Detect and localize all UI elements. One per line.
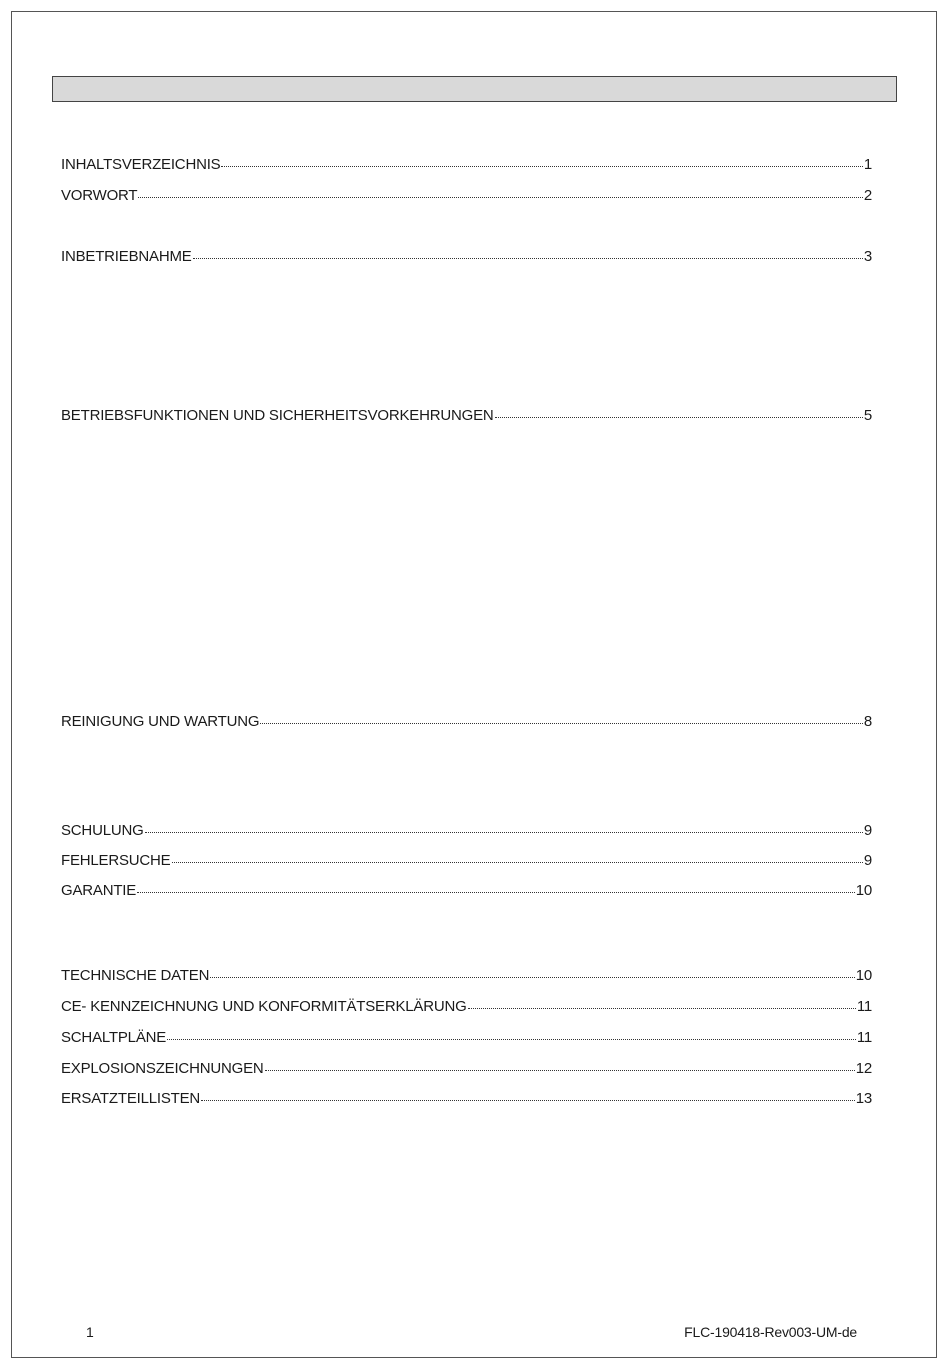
toc-entry-title: TECHNISCHE DATEN: [61, 967, 210, 984]
toc-entry-title: BETRIEBSFUNKTIONEN UND SICHERHEITSVORKEHRUNGEN: [61, 407, 494, 424]
toc-dot-leader: [137, 881, 855, 895]
toc-entry-title: FEHLERSUCHE: [61, 852, 171, 869]
toc-entry-page: 12: [855, 1060, 872, 1077]
toc-entry-page: 9: [863, 852, 872, 869]
toc-dot-leader: [201, 1089, 855, 1103]
toc-dot-leader: [265, 1059, 855, 1073]
toc-entry-page: 8: [863, 713, 872, 730]
toc-dot-leader: [193, 247, 863, 261]
toc-entry-page: 10: [855, 882, 872, 899]
toc-entry-title: GARANTIE: [61, 882, 137, 899]
toc-entry-title: ERSATZTEILLISTEN: [61, 1090, 201, 1107]
toc-entry-page: 10: [855, 967, 872, 984]
toc-entry-fehlersuche[interactable]: [61, 851, 872, 871]
toc-entry-page: 3: [863, 248, 872, 265]
toc-entry-page: 11: [856, 1029, 872, 1046]
toc-entry-title: EXPLOSIONSZEICHNUNGEN: [61, 1060, 264, 1077]
toc-entry-title: INHALTSVERZEICHNIS: [61, 156, 221, 173]
toc-entry-garantie[interactable]: [61, 881, 872, 901]
toc-entry-title: CE- KENNZEICHNUNG UND KONFORMITÄTSERKLÄRUNG: [61, 998, 467, 1015]
toc-entry-title: INBETRIEBNAHME: [61, 248, 192, 265]
toc-entry-schulung[interactable]: [61, 821, 872, 841]
toc-entry-technische-daten[interactable]: [61, 966, 872, 986]
footer-page-number: 1: [86, 1324, 94, 1340]
toc-dot-leader: [260, 712, 863, 726]
toc-entry-vorwort[interactable]: [61, 186, 872, 206]
toc-entry-title: VORWORT: [61, 187, 138, 204]
toc-entry-schaltplaene[interactable]: [61, 1028, 872, 1048]
page-frame: [11, 11, 937, 1358]
toc-entry-title: SCHALTPLÄNE: [61, 1029, 167, 1046]
toc-dot-leader: [495, 406, 863, 420]
toc-entry-page: 13: [855, 1090, 872, 1107]
toc-entry-inhaltsverzeichnis[interactable]: [61, 155, 872, 175]
toc-dot-leader: [210, 966, 855, 980]
toc-entry-title: REINIGUNG UND WARTUNG: [61, 713, 260, 730]
toc-dot-leader: [145, 821, 863, 835]
toc-dot-leader: [138, 186, 862, 200]
toc-entry-title: SCHULUNG: [61, 822, 144, 839]
footer-document-code: FLC-190418-Rev003-UM-de: [684, 1324, 857, 1340]
toc-entry-ersatzteillisten[interactable]: [61, 1089, 872, 1109]
toc-dot-leader: [468, 997, 856, 1011]
toc-entry-betriebsfunktionen[interactable]: [61, 406, 872, 426]
toc-entry-page: 9: [863, 822, 872, 839]
toc-dot-leader: [167, 1028, 856, 1042]
header-bar: [52, 76, 897, 102]
toc-entry-explosionszeichnungen[interactable]: [61, 1059, 872, 1079]
toc-entry-page: 11: [856, 998, 872, 1015]
toc-entry-page: 5: [863, 407, 872, 424]
toc-dot-leader: [221, 155, 862, 169]
toc-entry-page: 2: [863, 187, 872, 204]
toc-entry-inbetriebnahme[interactable]: [61, 247, 872, 267]
toc-entry-reinigung-und-wartung[interactable]: [61, 712, 872, 732]
toc-entry-ce-kennzeichnung[interactable]: [61, 997, 872, 1017]
toc-dot-leader: [172, 851, 863, 865]
toc-entry-page: 1: [863, 156, 872, 173]
